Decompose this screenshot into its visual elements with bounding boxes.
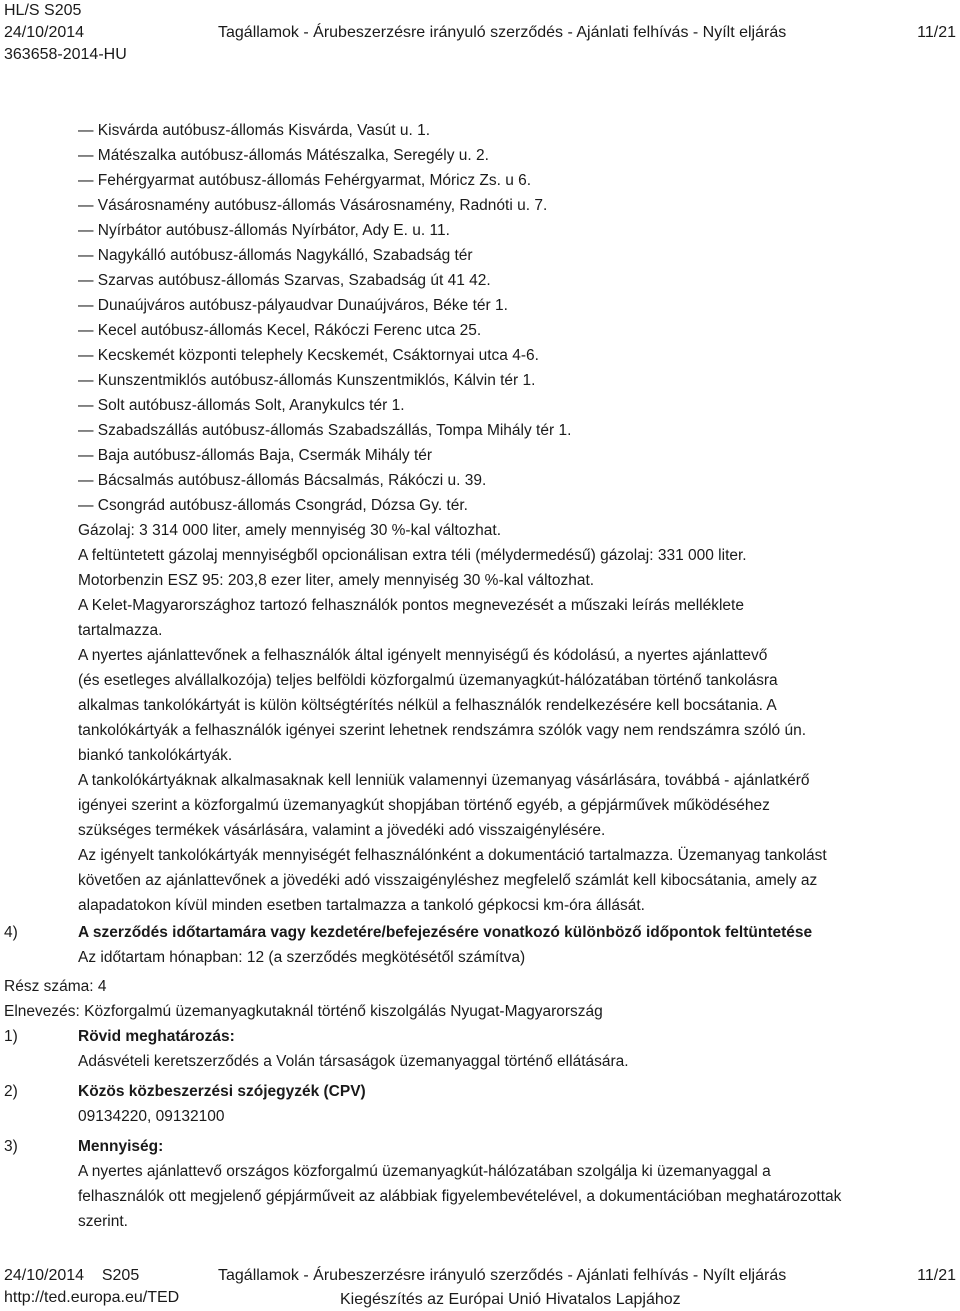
list-item: — Mátészalka autóbusz-állomás Mátészalka, Seregély u. 2. [78,147,489,164]
item-text: felhasználók ott megjelenő gépjárműveit az alábbiak figyelembevételével, a dokumentációban meghatározottak [78,1188,842,1205]
body-line: Motorbenzin ESZ 95: 203,8 ezer liter, amely mennyiség 30 %-kal változhat. [78,572,595,589]
list-item: — Csongrád autóbusz-állomás Csongrád, Dózsa Gy. tér. [78,497,468,514]
header-series: HL/S S205 [4,2,82,19]
body-line: tankolókártyák a felhasználók igényei szerint lehetnek rendszámra szólók vagy nem rendszámra szóló ún. [78,722,807,739]
list-item: — Baja autóbusz-állomás Baja, Csermák Mihály tér [78,447,433,464]
body-line: biankó tankolókártyák. [78,747,233,764]
list-item: — Dunaújváros autóbusz-pályaudvar Dunaújváros, Béke tér 1. [78,297,508,314]
footer-title: Tagállamok - Árubeszerzésre irányuló szerződés - Ajánlati felhívás - Nyílt eljárás [218,1267,787,1284]
list-item: — Szabadszállás autóbusz-állomás Szabadszállás, Tompa Mihály tér 1. [78,422,572,439]
body-line: A tankolókártyáknak alkalmasaknak kell lenniük valamennyi üzemanyag vásárlására, továbbá - ajánlatkérő [78,772,810,789]
list-item: — Fehérgyarmat autóbusz-állomás Fehérgyarmat, Móricz Zs. u 6. [78,172,532,189]
body-line: Gázolaj: 3 314 000 liter, amely mennyiség 30 %-kal változhat. [78,522,502,539]
list-item: — Nagykálló autóbusz-állomás Nagykálló, Szabadság tér [78,247,473,264]
header-left [4,0,127,66]
list-item: — Kecel autóbusz-állomás Kecel, Rákóczi Ferenc utca 25. [78,322,482,339]
section-text: Az időtartam hónapban: 12 (a szerződés megkötésétől számítva) [78,949,526,966]
item-heading: Közös közbeszerzési szójegyzék (CPV) [78,1083,366,1100]
body-line: követően az ajánlattevőnek a jövedéki adó visszaigényléshez megfelelő számlát kell kibocsátania, amely az [78,872,818,889]
body-line: A Kelet-Magyarországhoz tartozó felhasználók pontos megnevezését a műszaki leírás melléklete [78,597,744,614]
item-text: A nyertes ajánlattevő országos közforgalmú üzemanyagkút-hálózatában szolgálja ki üzemanyaggal a [78,1163,771,1180]
footer-series: S205 [101,1267,140,1284]
header-ref: 363658-2014-HU [4,46,127,63]
list-item: — Kecskemét központi telephely Kecskemét, Csáktornyai utca 4-6. [78,347,539,364]
list-item: — Kunszentmiklós autóbusz-állomás Kunszentmiklós, Kálvin tér 1. [78,372,536,389]
header-page: 11/21 [917,24,956,41]
footer-subtitle: Kiegészítés az Európai Unió Hivatalos Lapjához [340,1291,681,1308]
footer-page: 11/21 [917,1267,956,1284]
body-line: Az igényelt tankolókártyák mennyiségét felhasználónként a dokumentáció tartalmazza. Üzemanyag tankolást [78,847,827,864]
body-line: A feltüntetett gázolaj mennyiségből opcionálisan extra téli (mélydermedésű) gázolaj: 331 000 liter. [78,547,747,564]
footer-date: 24/10/2014 [4,1267,85,1284]
station-list [78,118,571,518]
list-item: — Bácsalmás autóbusz-állomás Bácsalmás, Rákóczi u. 39. [78,472,487,489]
part-title: Elnevezés: Közforgalmú üzemanyagkutaknál történő kiszolgálás Nyugat-Magyarország [4,1003,603,1020]
body-line: alapadatokon kívül minden esetben tartalmazza a tankoló gépkocsi km-óra állását. [78,897,645,914]
body-line: szükséges termékek vásárlására, valamint a jövedéki adó visszaigénylésére. [78,822,606,839]
footer-url[interactable]: http://ted.europa.eu/TED [4,1289,180,1306]
item-number: 3) [4,1138,18,1155]
body-line: alkalmas tankolókártyát is külön költségtérítés nélkül a felhasználók rendelkezésére kell bocsátania. A [78,697,777,714]
item-text: szerint. [78,1213,128,1230]
item-text: Adásvételi keretszerződés a Volán társaságok üzemanyaggal történő ellátására. [78,1053,629,1070]
body-line: tartalmazza. [78,622,163,639]
body-line: igényei szerint a közforgalmú üzemanyagkút shopjában történő egyéb, a gépjárművek működéséhez [78,797,770,814]
list-item: — Solt autóbusz-állomás Solt, Aranykulcs tér 1. [78,397,405,414]
item-heading: Mennyiség: [78,1138,164,1155]
list-item: — Nyírbátor autóbusz-állomás Nyírbátor, Ady E. u. 11. [78,222,450,239]
footer-left [4,1265,179,1309]
item-number: 2) [4,1083,18,1100]
list-item: — Szarvas autóbusz-állomás Szarvas, Szabadság út 41 42. [78,272,491,289]
item-heading: Rövid meghatározás: [78,1028,235,1045]
part-number: Rész száma: 4 [4,978,107,995]
section-number: 4) [4,924,18,941]
item-number: 1) [4,1028,18,1045]
body-line: A nyertes ajánlattevőnek a felhasználók által igényelt mennyiségű és kódolású, a nyertes ajánlattevő [78,647,768,664]
list-item: — Vásárosnamény autóbusz-állomás Vásárosnamény, Radnóti u. 7. [78,197,548,214]
body-line: (és esetleges alvállalkozója) teljes belföldi közforgalmú üzemanyagkút-hálózatában történő tankolásra [78,672,778,689]
item-text: 09134220, 09132100 [78,1108,225,1125]
header-title: Tagállamok - Árubeszerzésre irányuló szerződés - Ajánlati felhívás - Nyílt eljárás [218,24,787,41]
list-item: — Kisvárda autóbusz-állomás Kisvárda, Vasút u. 1. [78,122,431,139]
header-date: 24/10/2014 [4,24,85,41]
section-heading: A szerződés időtartamára vagy kezdetére/befejezésére vonatkozó különböző időpontok feltüntetése [78,924,813,941]
body-text [78,518,950,918]
